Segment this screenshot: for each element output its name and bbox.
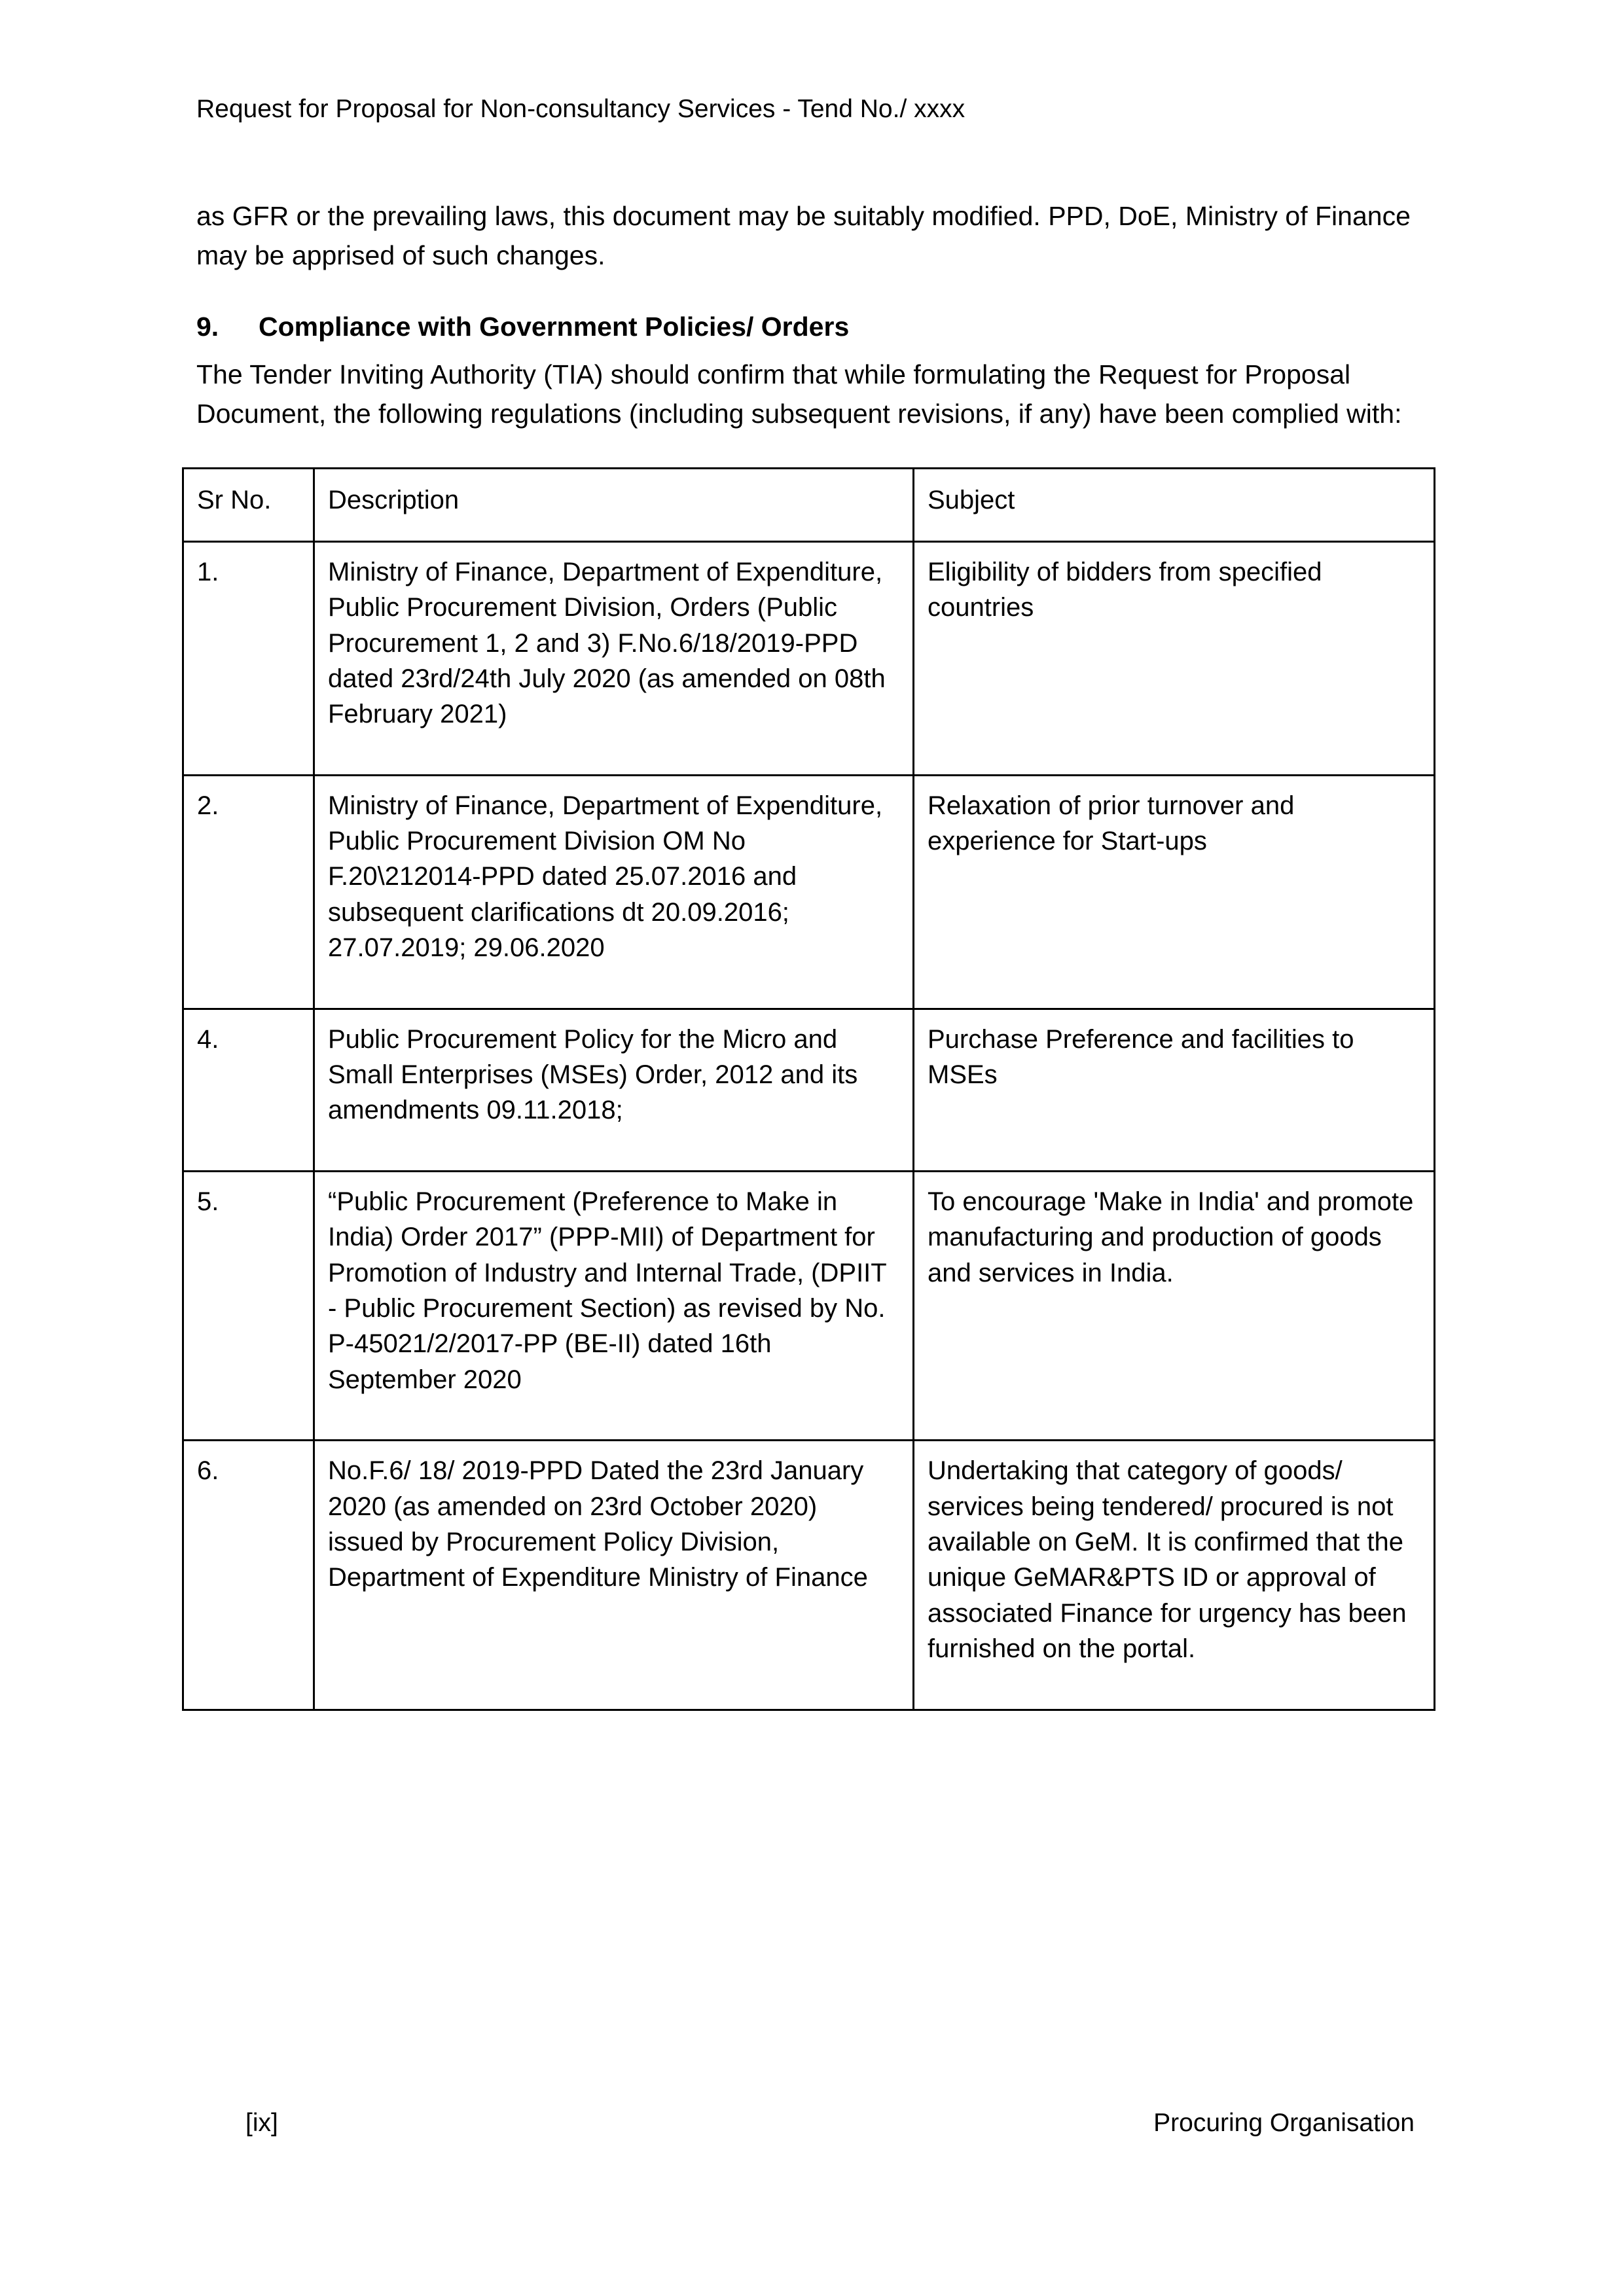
cell-subject: Purchase Preference and facilities to MSEs [914, 1009, 1435, 1171]
cell-sr-no: 1. [183, 541, 314, 775]
table-row [183, 1441, 1435, 1710]
footer-organisation-label: Procuring Organisation [1153, 2109, 1415, 2137]
intro-paragraph: as GFR or the prevailing laws, this document may be suitably modified. PPD, DoE, Ministry of Finance may be apprised of such changes. [196, 201, 1411, 271]
cell-description: Ministry of Finance, Department of Expenditure, Public Procurement Division OM No F.20\212014-PPD dated 25.07.2016 and subsequent clarifications dt 20.09.2016; 27.07.2019; 29.06.2020 [314, 775, 914, 1009]
cell-subject: To encourage 'Make in India' and promote manufacturing and production of goods and services in India. [914, 1171, 1435, 1440]
cell-sr-no: 2. [183, 775, 314, 1009]
section-number: 9. [196, 311, 219, 342]
col-header-subject: Subject [914, 469, 1435, 541]
section-paragraph: The Tender Inviting Authority (TIA) should confirm that while formulating the Request for Proposal Document, the following regulations (including subsequent revisions, if any) have been complied with: [196, 359, 1402, 429]
cell-description: No.F.6/ 18/ 2019-PPD Dated the 23rd January 2020 (as amended on 23rd October 2020) issued by Procurement Policy Division, Department of Expenditure Ministry of Finance [314, 1441, 914, 1710]
col-header-description: Description [314, 469, 914, 541]
table-row [183, 1171, 1435, 1440]
col-header-sr-no: Sr No. [183, 469, 314, 541]
section-heading [196, 310, 1434, 344]
cell-subject: Undertaking that category of goods/ services being tendered/ procured is not available on GeM. It is confirmed that the unique GeMAR&PTS ID or approval of associated Finance for urgency has been furnished on the portal. [914, 1441, 1435, 1710]
cell-sr-no: 5. [183, 1171, 314, 1440]
cell-description: Ministry of Finance, Department of Expenditure, Public Procurement Division, Orders (Public Procurement 1, 2 and 3) F.No.6/18/2019-PPD dated 23rd/24th July 2020 (as amended on 08th February 2021) [314, 541, 914, 775]
page-header [196, 93, 1431, 126]
cell-sr-no: 4. [183, 1009, 314, 1171]
table-row [183, 1009, 1435, 1171]
page-footer [196, 2109, 1415, 2138]
section-title: Compliance with Government Policies/ Orders [259, 311, 850, 342]
cell-description: Public Procurement Policy for the Micro and Small Enterprises (MSEs) Order, 2012 and its amendments 09.11.2018; [314, 1009, 914, 1171]
table-row [183, 541, 1435, 775]
cell-subject: Relaxation of prior turnover and experience for Start-ups [914, 775, 1435, 1009]
compliance-table [182, 467, 1435, 1710]
header-title: Request for Proposal for Non-consultancy Services - Tend No./ xxxx [196, 95, 965, 123]
page-content [196, 196, 1434, 1711]
cell-subject: Eligibility of bidders from specified countries [914, 541, 1435, 775]
table-row [183, 775, 1435, 1009]
page-number: [ix] [245, 2109, 278, 2137]
cell-description: “Public Procurement (Preference to Make in India) Order 2017” (PPP-MII) of Department for Promotion of Industry and Internal Trade, (DPIIT - Public Procurement Section) as revised by No. P-45021/2/2017-PP (BE-II) dated 16th September 2020 [314, 1171, 914, 1440]
cell-sr-no: 6. [183, 1441, 314, 1710]
table-header-row [183, 469, 1435, 541]
